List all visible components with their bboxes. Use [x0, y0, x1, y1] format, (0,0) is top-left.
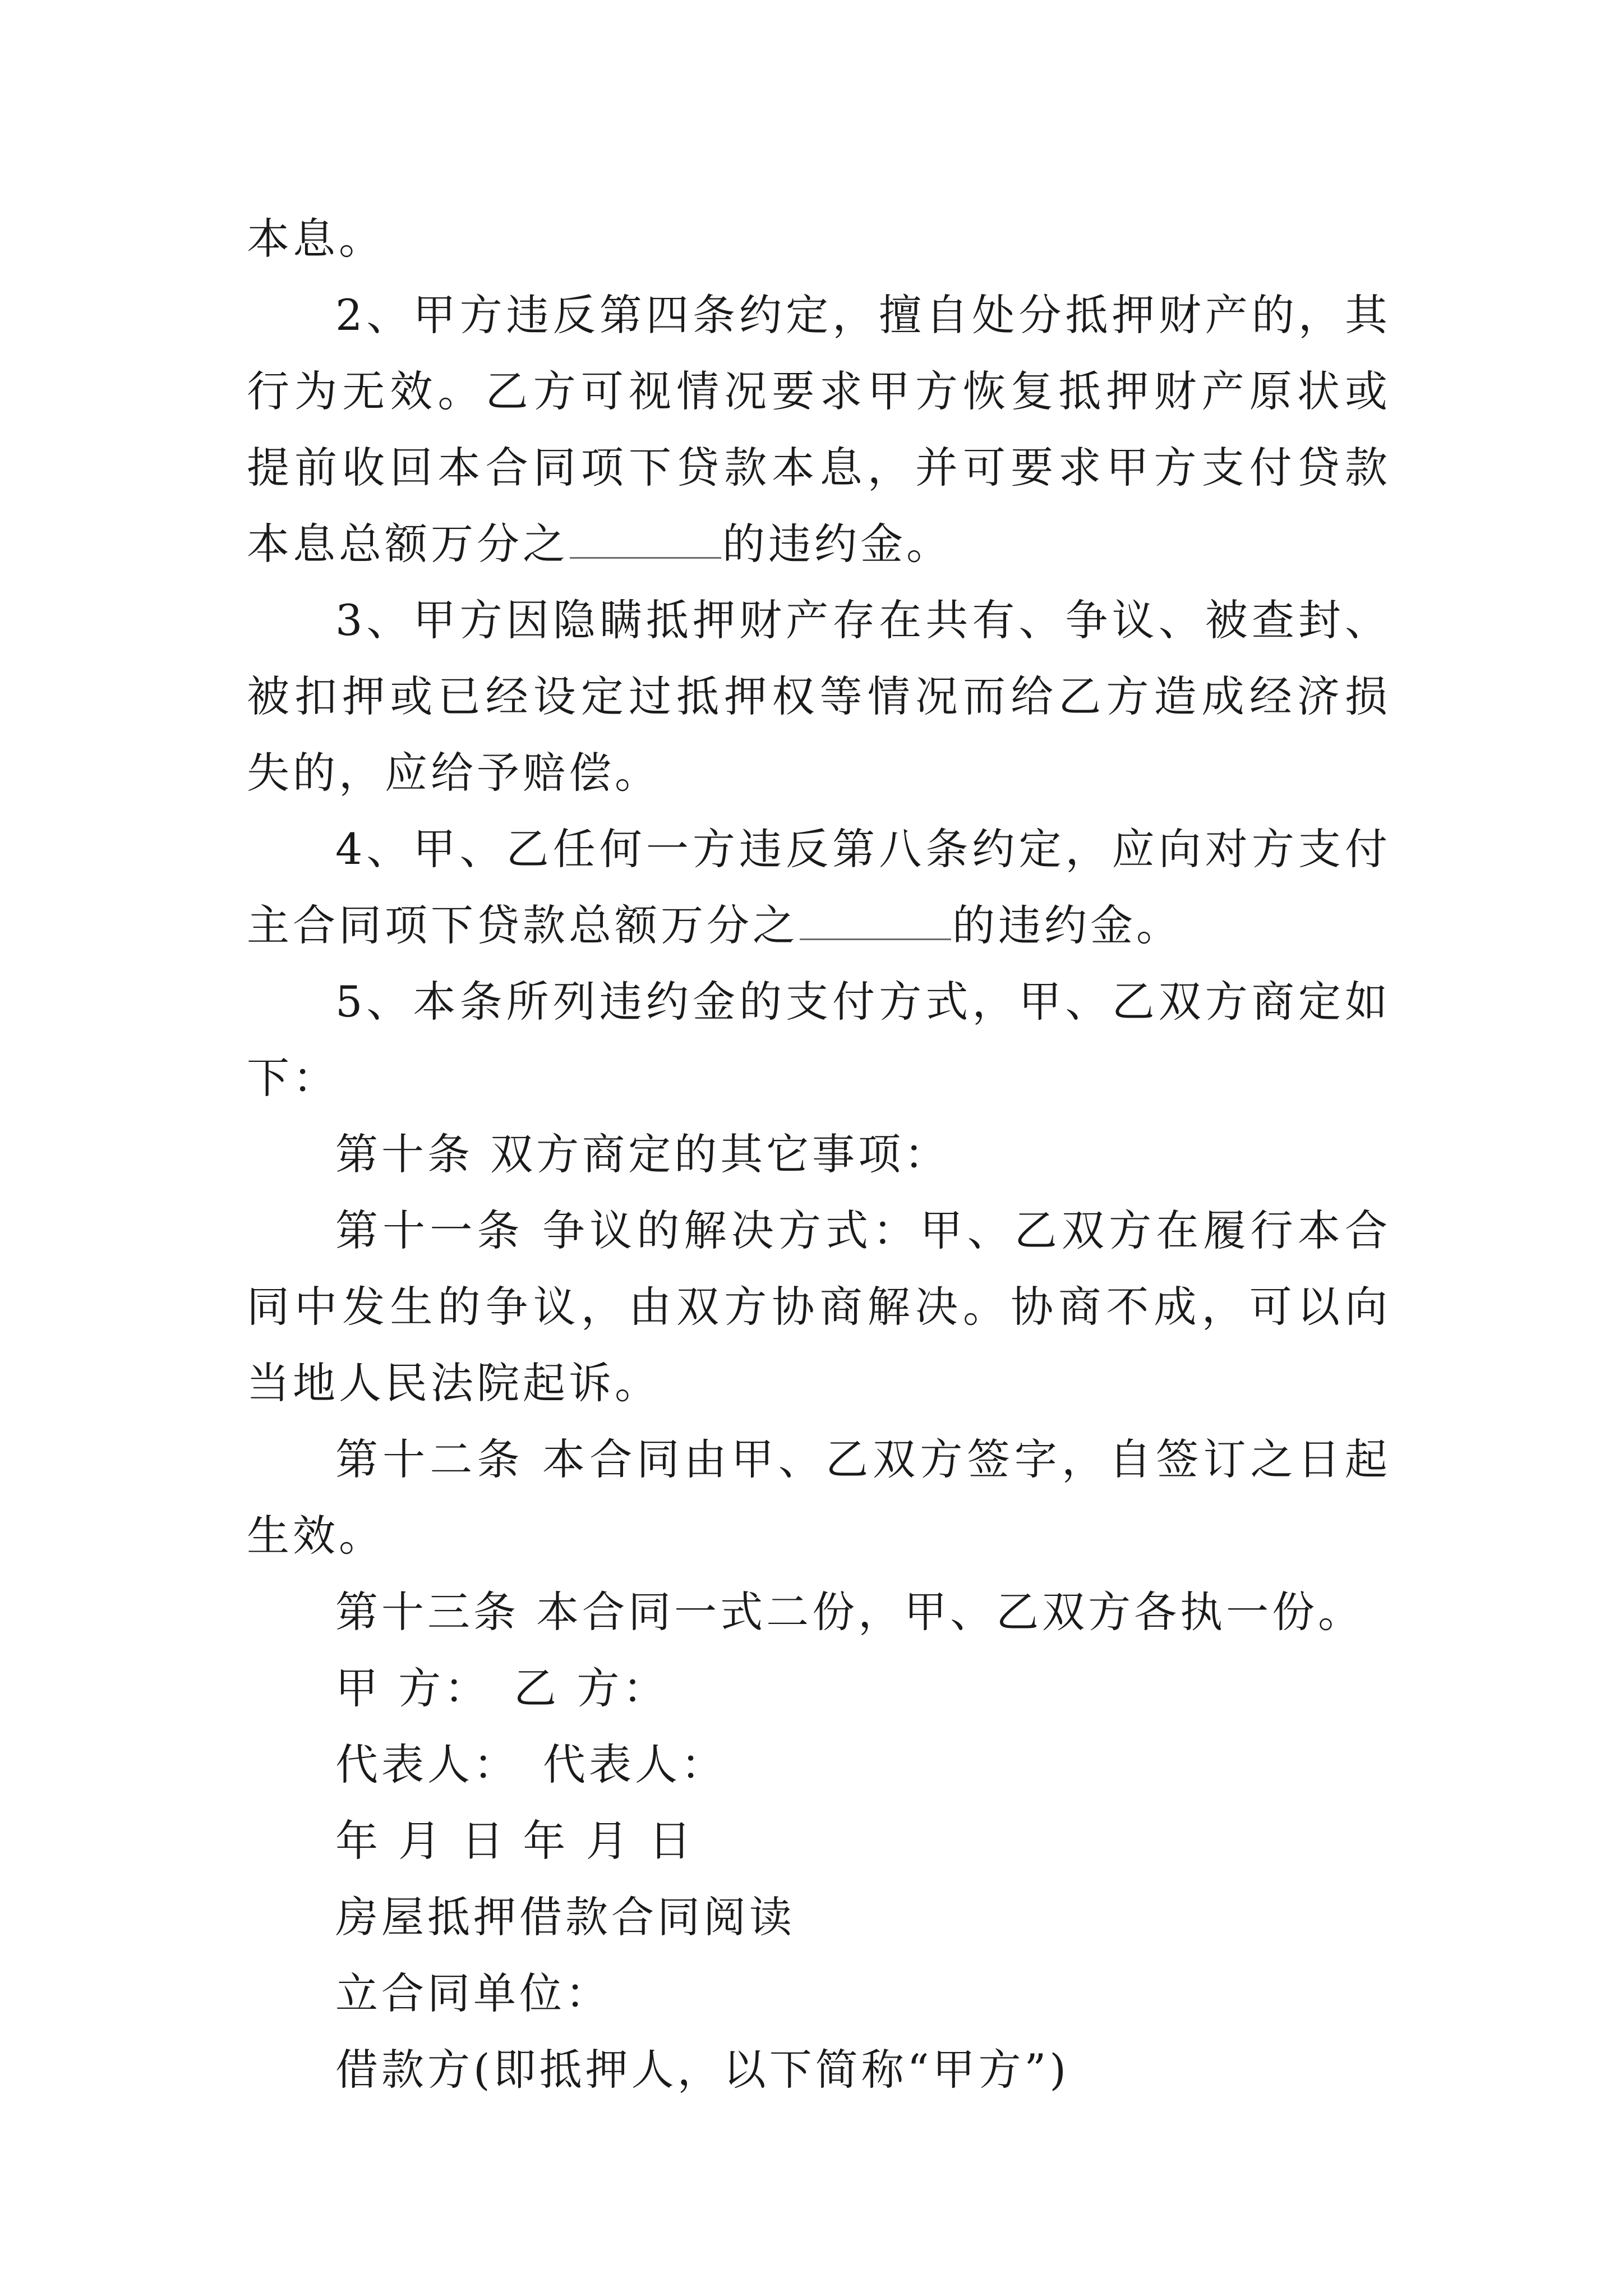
paragraph-text: 4、甲、乙任何一方违反第八条约定，应向对方支付主合同项下贷款总额万分之 — [247, 824, 1391, 950]
clause-11 — [247, 1193, 1391, 1421]
paragraph-text: 5、本条所列违约金的支付方式，甲、乙双方商定如下： — [247, 977, 1391, 1103]
paragraph-text: 的违约金。 — [722, 519, 952, 569]
paragraph-text: 第十一条 争议的解决方式：甲、乙双方在履行本合同中发生的争议，由双方协商解决。协商不成，可以向当地人民法院起诉。 — [247, 1205, 1391, 1408]
paragraph-interest-end — [247, 201, 1391, 277]
contract-parties-heading — [247, 1955, 1391, 2032]
paragraph-text: 立合同单位： — [335, 1968, 611, 2018]
date-a-label: 年 月 日 — [335, 1816, 508, 1866]
clause-12 — [247, 1421, 1391, 1574]
paragraph-text: 第十三条 本合同一式二份，甲、乙双方各执一份。 — [335, 1587, 1364, 1637]
representative-a-label: 代表人： — [335, 1740, 519, 1789]
fill-in-blank — [570, 518, 721, 559]
clause-9-item-4 — [247, 811, 1391, 964]
document-body — [247, 201, 1391, 2108]
paragraph-text: 房屋抵押借款合同阅读 — [335, 1892, 795, 1942]
paragraph-text: 2、甲方违反第四条约定，擅自处分抵押财产的，其行为无效。乙方可视情况要求甲方恢复抵押财产原状或提前收回本合同项下贷款本息，并可要求甲方支付贷款本息总额万分之 — [247, 290, 1391, 569]
fill-in-blank — [800, 899, 951, 940]
paragraph-text: 第十二条 本合同由甲、乙双方签字，自签订之日起生效。 — [247, 1434, 1391, 1561]
clause-9-item-5 — [247, 964, 1391, 1116]
clause-13 — [247, 1574, 1391, 1650]
paragraph-text: 的违约金。 — [952, 900, 1182, 950]
paragraph-text: 3、甲方因隐瞒抵押财产存在共有、争议、被查封、被扣押或已经设定过抵押权等情况而给乙方造成经济损失的，应给予赔偿。 — [247, 595, 1391, 798]
signature-representatives — [247, 1727, 1391, 1803]
paragraph-text: 本息。 — [247, 214, 385, 264]
signature-parties — [247, 1650, 1391, 1727]
clause-9-item-2 — [247, 277, 1391, 582]
signature-dates — [247, 1803, 1391, 1879]
date-b-label: 年 月 日 — [523, 1816, 695, 1866]
clause-9-item-3 — [247, 582, 1391, 811]
paragraph-text: 借款方(即抵押人，以下简称“甲方”) — [335, 2045, 1070, 2095]
paragraph-text: 第十条 双方商定的其它事项： — [335, 1129, 951, 1179]
clause-10 — [247, 1116, 1391, 1193]
borrower-line — [247, 2032, 1391, 2108]
section-title — [247, 1879, 1391, 1955]
party-b-label: 乙 方： — [514, 1663, 669, 1713]
representative-b-label: 代表人： — [543, 1740, 727, 1789]
party-a-label: 甲 方： — [335, 1663, 491, 1713]
